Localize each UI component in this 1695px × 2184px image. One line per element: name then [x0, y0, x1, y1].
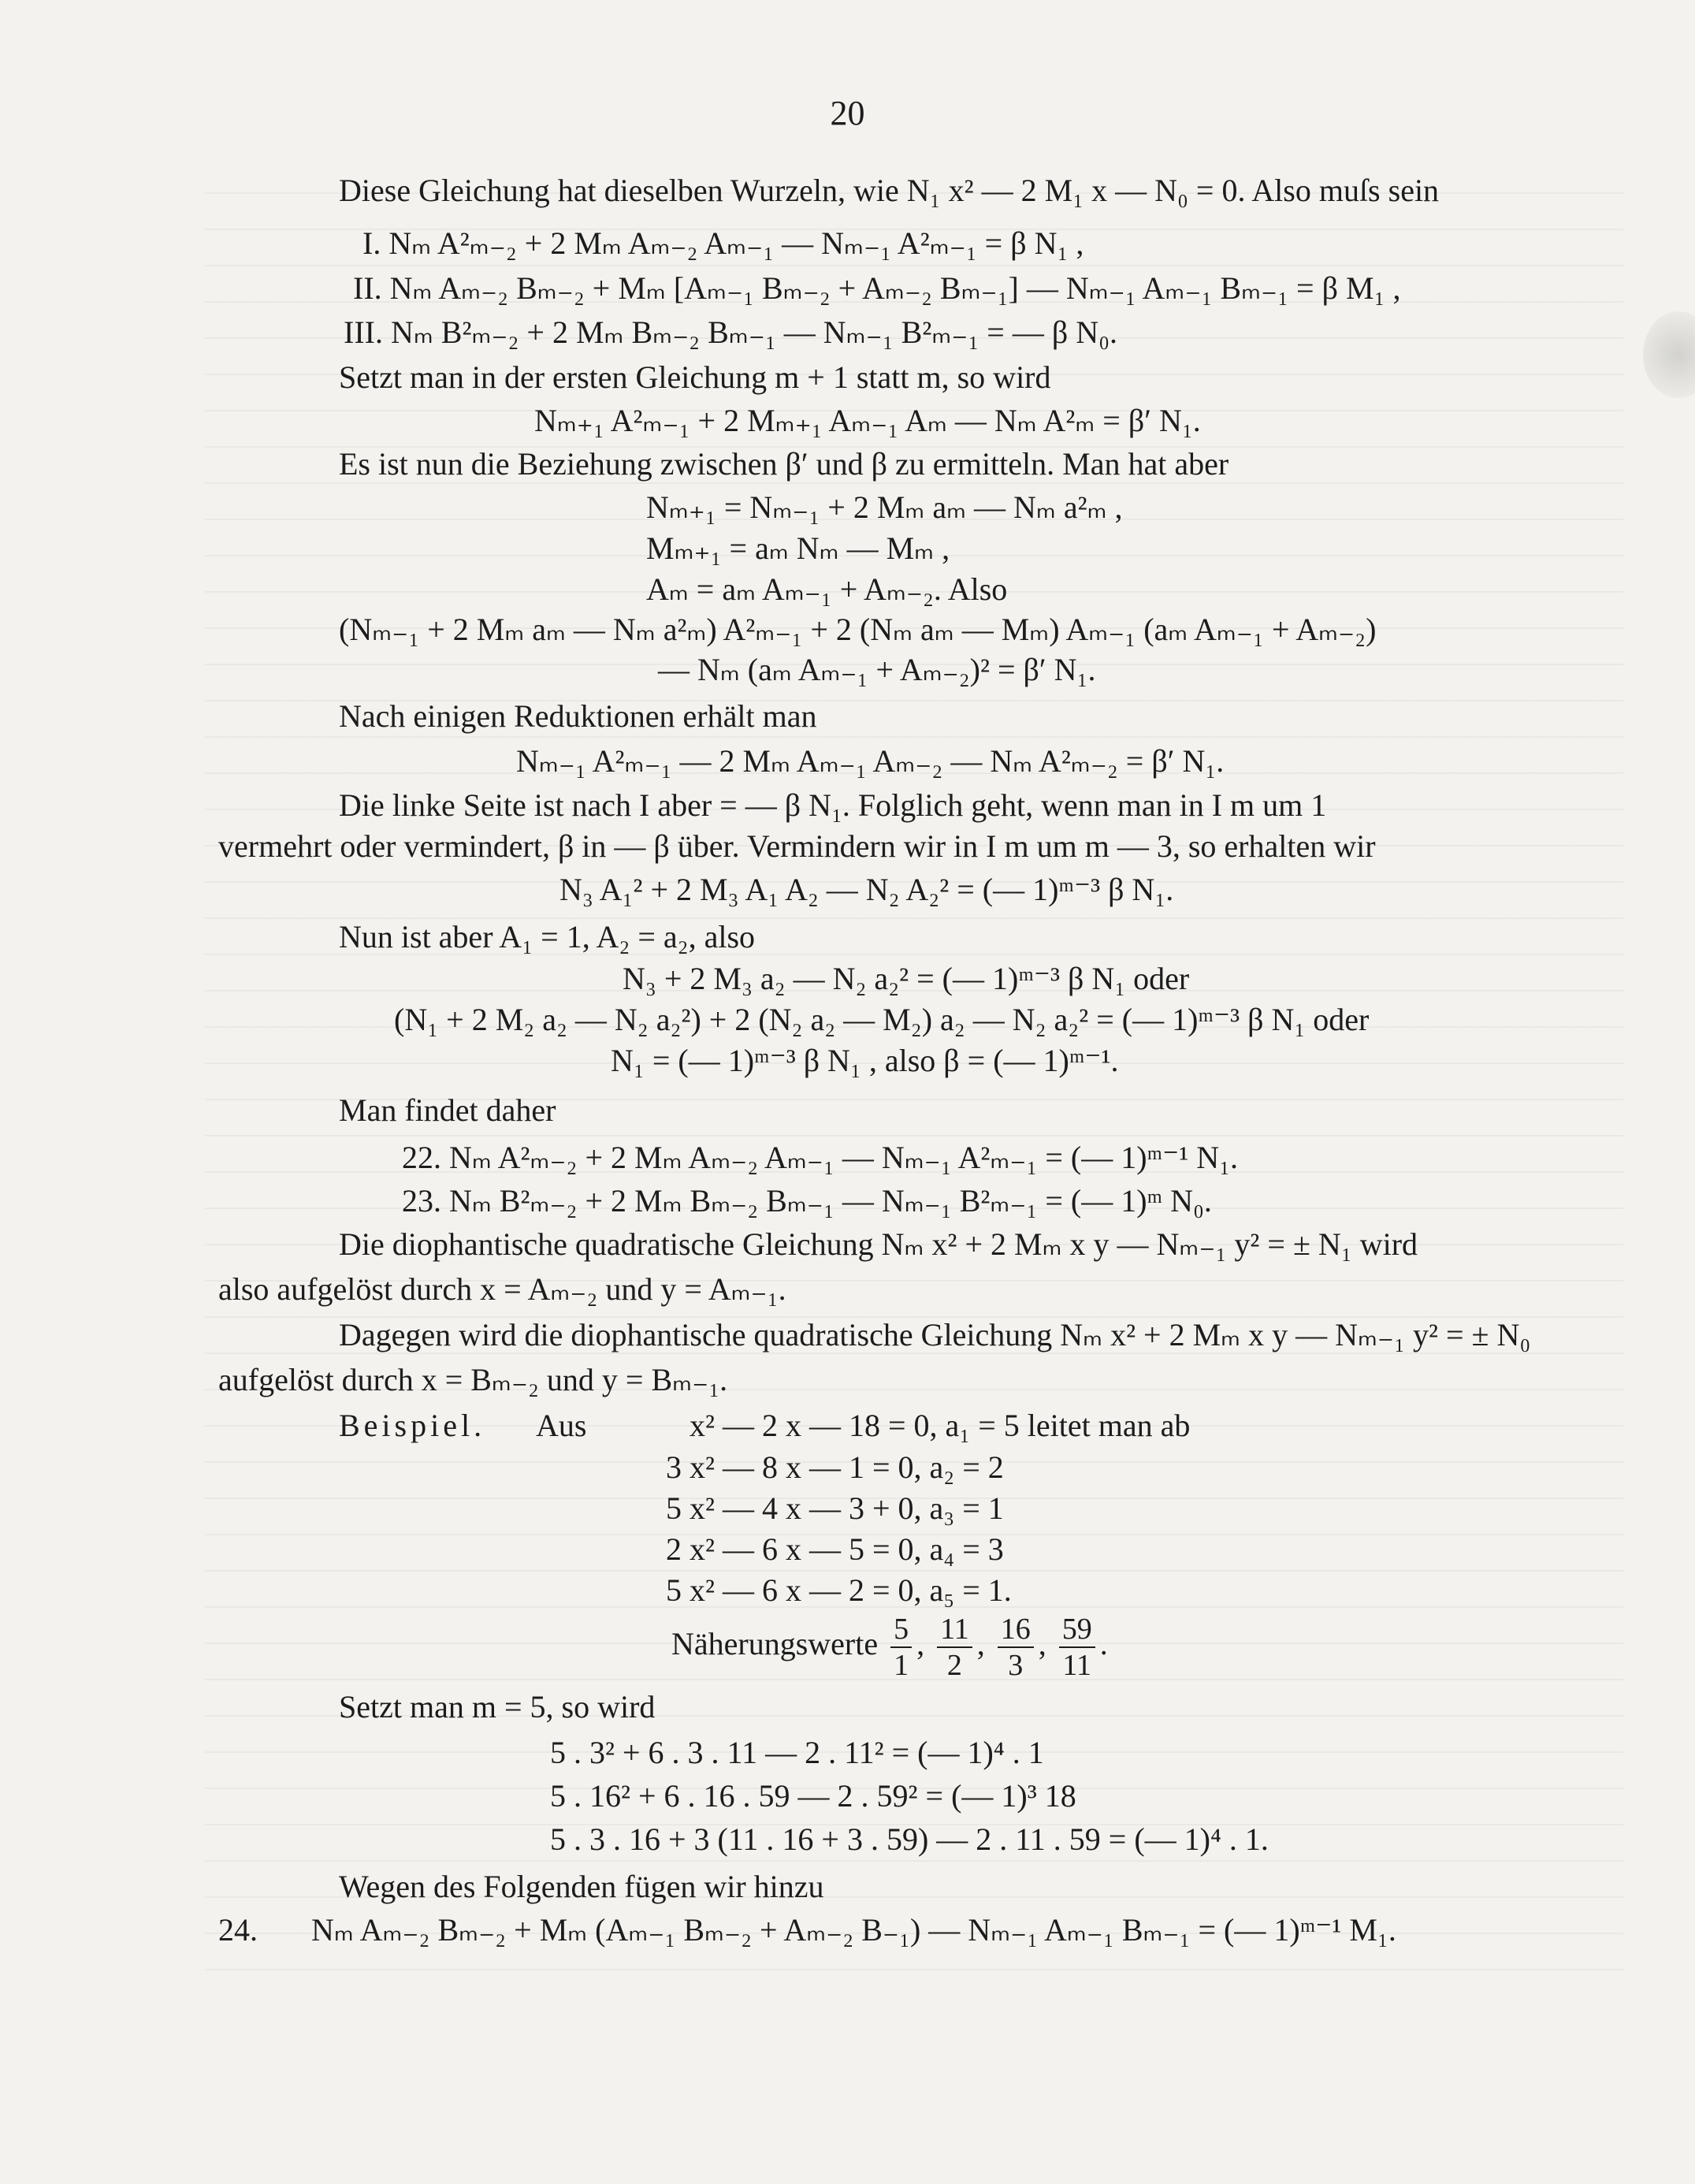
text-line: Die diophantische quadratische Gleichung Nₘ x² + 2 Mₘ x y — Nₘ₋₁ y² = ± N₁ wird: [339, 1226, 1418, 1262]
equation: — Nₘ (aₘ Aₘ₋₁ + Aₘ₋₂)² = β′ N₁.: [658, 652, 1096, 687]
text-line: Es ist nun die Beziehung zwischen β′ und β zu ermitteln. Man hat aber: [339, 446, 1229, 482]
approximations-label: Näherungswerte: [671, 1626, 879, 1662]
equation: Mₘ₊₁ = aₘ Nₘ — Mₘ ,: [646, 530, 950, 566]
fraction: $\frac{5}{1}$: [890, 1612, 912, 1683]
equation: 5 x² — 6 x — 2 = 0, a₅ = 1.: [666, 1572, 1012, 1608]
text-line: Nach einigen Reduktionen erhält man: [339, 698, 817, 734]
equation-23: 23. Nₘ B²ₘ₋₂ + 2 Mₘ Bₘ₋₂ Bₘ₋₁ — Nₘ₋₁ B²ₘ₋₁ = (— 1)ᵐ N₀.: [402, 1183, 1212, 1219]
equation: N₃ A₁² + 2 M₃ A₁ A₂ — N₂ A₂² = (— 1)ᵐ⁻³ β N₁.: [559, 872, 1174, 907]
equation: Nₘ₊₁ = Nₘ₋₁ + 2 Mₘ aₘ — Nₘ a²ₘ ,: [646, 489, 1123, 525]
equation: 2 x² — 6 x — 5 = 0, a₄ = 3: [666, 1531, 1004, 1567]
text-line: Setzt man m = 5, so wird: [339, 1689, 656, 1725]
equation: 5 . 3² + 6 . 3 . 11 — 2 . 11² = (— 1)⁴ . 1: [550, 1735, 1044, 1770]
equation: (Nₘ₋₁ + 2 Mₘ aₘ — Nₘ a²ₘ) A²ₘ₋₁ + 2 (Nₘ aₘ — Mₘ) Aₘ₋₁ (aₘ Aₘ₋₁ + Aₘ₋₂): [339, 612, 1377, 647]
fraction: $\frac{59}{11}$: [1059, 1612, 1095, 1683]
equation-22: 22. Nₘ A²ₘ₋₂ + 2 Mₘ Aₘ₋₂ Aₘ₋₁ — Nₘ₋₁ A²ₘ₋₁ = (— 1)ᵐ⁻¹ N₁.: [402, 1140, 1239, 1175]
paper-stain: [1643, 311, 1695, 398]
text-line: Aus: [536, 1408, 587, 1443]
equation-24: Nₘ Aₘ₋₂ Bₘ₋₂ + Mₘ (Aₘ₋₁ Bₘ₋₂ + Aₘ₋₂ B₋₁) — Nₘ₋₁ Aₘ₋₁ Bₘ₋₁ = (— 1)ᵐ⁻¹ M₁.: [311, 1912, 1396, 1948]
text-line: Diese Gleichung hat dieselben Wurzeln, wie N₁ x² — 2 M₁ x — N₀ = 0. Also muſs sein: [339, 173, 1440, 208]
fraction: $\frac{16}{3}$: [998, 1612, 1034, 1683]
equation: Aₘ = aₘ Aₘ₋₁ + Aₘ₋₂. Also: [646, 571, 1008, 607]
equation-number: 24.: [218, 1912, 258, 1948]
page-number: 20: [830, 94, 865, 132]
text-line: Setzt man in der ersten Gleichung m + 1 statt m, so wird: [339, 359, 1051, 395]
equation: (N₁ + 2 M₂ a₂ — N₂ a₂²) + 2 (N₂ a₂ — M₂) a₂ — N₂ a₂² = (— 1)ᵐ⁻³ β N₁ oder: [394, 1002, 1370, 1037]
text-line: Nun ist aber A₁ = 1, A₂ = a₂, also: [339, 919, 756, 954]
text-line: Man findet daher: [339, 1092, 556, 1128]
equation: 5 . 16² + 6 . 16 . 59 — 2 . 59² = (— 1)³ 18: [550, 1778, 1076, 1814]
approximations-row: Näherungswerte $\frac{5}{1}$ , $\frac{11}{2}$ , $\frac{16}{3}$ , $\frac{59}{11}$ .: [671, 1613, 1108, 1682]
equation-II: II. Nₘ Aₘ₋₂ Bₘ₋₂ + Mₘ [Aₘ₋₁ Bₘ₋₂ + Aₘ₋₂ Bₘ₋₁] — Nₘ₋₁ Aₘ₋₁ Bₘ₋₁ = β M₁ ,: [353, 270, 1401, 306]
equation: Nₘ₋₁ A²ₘ₋₁ — 2 Mₘ Aₘ₋₁ Aₘ₋₂ — Nₘ A²ₘ₋₂ = β′ N₁.: [516, 743, 1225, 779]
text-line: aufgelöst durch x = Bₘ₋₂ und y = Bₘ₋₁.: [218, 1362, 728, 1397]
equation-I: I. Nₘ A²ₘ₋₂ + 2 Mₘ Aₘ₋₂ Aₘ₋₁ — Nₘ₋₁ A²ₘ₋₁ = β N₁ ,: [362, 225, 1084, 261]
text-line: Dagegen wird die diophantische quadratische Gleichung Nₘ x² + 2 Mₘ x y — Nₘ₋₁ y² = ± N₀: [339, 1317, 1531, 1352]
fraction: $\frac{11}{2}$: [937, 1612, 972, 1683]
equation: x² — 2 x — 18 = 0, a₁ = 5 leitet man ab: [690, 1408, 1191, 1443]
text-line: vermehrt oder vermindert, β in — β über. Vermindern wir in I m um m — 3, so erhalten wir: [218, 828, 1376, 864]
equation: Nₘ₊₁ A²ₘ₋₁ + 2 Mₘ₊₁ Aₘ₋₁ Aₘ — Nₘ A²ₘ = β′ N₁.: [534, 403, 1201, 438]
equation: 3 x² — 8 x — 1 = 0, a₂ = 2: [666, 1449, 1004, 1485]
equation: 5 . 3 . 16 + 3 (11 . 16 + 3 . 59) — 2 . 11 . 59 = (— 1)⁴ . 1.: [550, 1821, 1269, 1857]
equation: N₃ + 2 M₃ a₂ — N₂ a₂² = (— 1)ᵐ⁻³ β N₁ oder: [623, 961, 1190, 996]
text-line: Die linke Seite ist nach I aber = — β N₁. Folglich geht, wenn man in I m um 1: [339, 787, 1327, 823]
equation-III: III. Nₘ B²ₘ₋₂ + 2 Mₘ Bₘ₋₂ Bₘ₋₁ — Nₘ₋₁ B²ₘ₋₁ = — β N₀.: [344, 314, 1118, 350]
text-line: also aufgelöst durch x = Aₘ₋₂ und y = Aₘ₋₁.: [218, 1271, 786, 1307]
example-label: Beispiel.: [339, 1408, 486, 1443]
equation: 5 x² — 4 x — 3 + 0, a₃ = 1: [666, 1490, 1004, 1526]
text-line: Wegen des Folgenden fügen wir hinzu: [339, 1869, 824, 1904]
equation: N₁ = (— 1)ᵐ⁻³ β N₁ , also β = (— 1)ᵐ⁻¹.: [611, 1043, 1119, 1078]
